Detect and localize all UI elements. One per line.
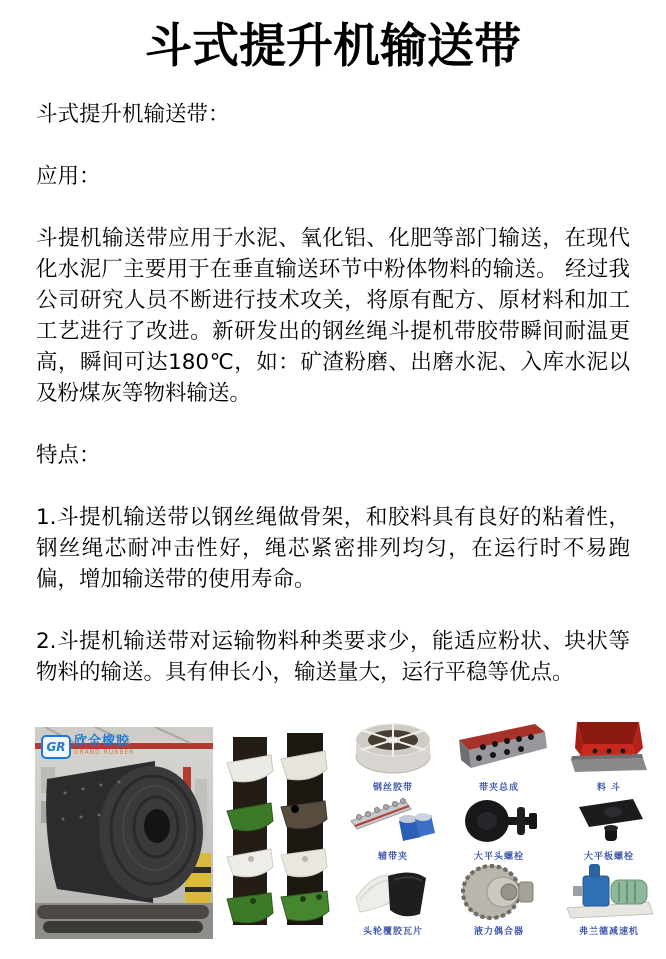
- product-fluid-coupling: [446, 871, 552, 937]
- product-label: 辅带夹: [377, 851, 408, 862]
- aux-belt-clamp-image: [347, 795, 439, 845]
- product-hopper: [556, 719, 662, 793]
- product-gallery: [0, 719, 666, 959]
- logo-company-name-en: GRAND RUBBER: [74, 748, 135, 756]
- hopper-image: [569, 718, 649, 776]
- product-label: 弗兰德减速机: [578, 926, 639, 937]
- product-belt-clamp-assembly: [446, 719, 552, 793]
- product-steel-wire-belt: [340, 719, 446, 793]
- product-flat-head-bolt: [446, 804, 552, 862]
- product-head-wheel-rubber-tile: [340, 871, 446, 937]
- bucket-board-illustration: [225, 731, 337, 931]
- product-aux-belt-clamp: [340, 804, 446, 862]
- fluid-coupling-image: [457, 864, 541, 920]
- feature-1-paragraph: 1.斗提机输送带以钢丝绳做骨架，和胶料具有良好的粘着性，钢丝绳芯耐冲击性好，绳芯紧密排列均匀，在运行时不易跑偏，增加输送带的使用寿命。: [36, 504, 630, 592]
- application-paragraph: 斗提机输送带应用于水泥、氧化铝、化肥等部门输送，在现代化水泥厂主要用于在垂直输送环节中粉体物料的输送。 经过我公司研究人员不断进行技术攻关，将原有配方、原材料和加工工艺进行了改进。新研发出的钢丝绳斗提机带胶带瞬间耐温更高，瞬间可达180℃，如：矿渣粉磨、出磨水泥、入库水泥以及粉煤灰等物料输送。: [36, 225, 630, 406]
- product-label: 大平头螺栓: [473, 851, 524, 862]
- steel-wire-belt-image: [351, 718, 435, 776]
- product-label: 带夹总成: [478, 782, 519, 793]
- product-label: 钢丝胶带: [372, 782, 413, 793]
- product-label: 料 斗: [596, 782, 622, 793]
- logo-gr-icon: GR: [41, 735, 71, 759]
- description-body: [36, 99, 630, 688]
- page-title: 斗式提升机输送带: [145, 19, 521, 74]
- intro-line: 斗式提升机输送带：: [36, 101, 230, 127]
- feature-2-paragraph: 2.斗提机输送带对运输物料种类要求少，能适应粉状、块状等物料的输送。具有伸长小，输送量大，运行平稳等优点。: [36, 628, 630, 685]
- logo-company-name: 欣全橡胶: [74, 733, 131, 749]
- product-flat-plate-bolt: [556, 804, 662, 862]
- features-heading: 特点：: [36, 442, 101, 468]
- belt-roll-factory-photo: [35, 727, 213, 939]
- company-logo: [41, 735, 134, 759]
- product-label: 头轮覆胶瓦片: [362, 926, 423, 937]
- head-wheel-rubber-tile-image: [350, 868, 436, 920]
- application-heading: 应用：: [36, 163, 101, 189]
- flat-plate-bolt-image: [567, 795, 651, 845]
- product-label: 液力偶合器: [473, 926, 524, 937]
- product-flender-reducer: [556, 871, 662, 937]
- flat-head-bolt-image: [457, 795, 541, 845]
- flender-reducer-image: [561, 864, 657, 920]
- belt-clamp-assembly-image: [449, 720, 549, 776]
- product-label: 大平板螺栓: [583, 851, 634, 862]
- bucket-display-board-photo: [225, 731, 337, 931]
